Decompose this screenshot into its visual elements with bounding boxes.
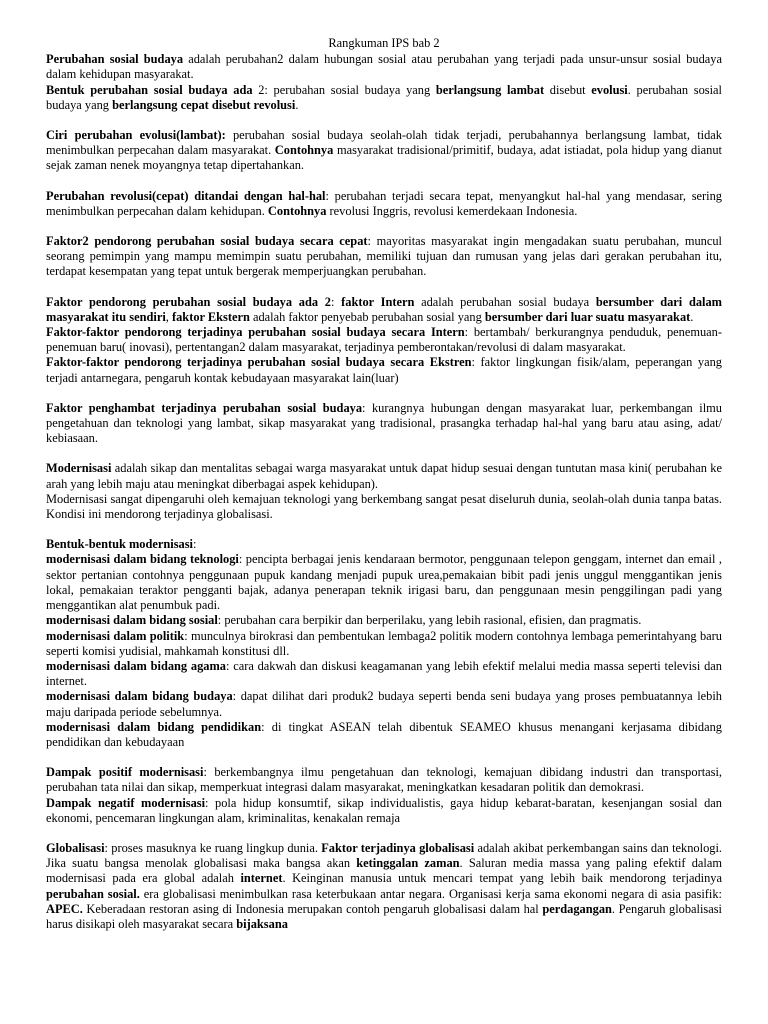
document-title: Rangkuman IPS bab 2 — [328, 36, 440, 50]
text-run: revolusi Inggris, revolusi kemerdekaan Indonesia. — [326, 203, 578, 218]
bold-text: Faktor terjadinya globalisasi — [321, 840, 475, 855]
paragraph-p6 — [46, 295, 722, 325]
text-run: perubahan sosial budaya seolah-olah tidak terjadi, perubahannya berlangsung lambat, tidak menimbulkan perpecahan dalam masyarakat. — [46, 128, 722, 158]
text-run: era globalisasi menimbulkan rasa keterbukaan antar negara. Organisasi kerja sama ekonomi negara di asia pasifik: — [139, 886, 722, 901]
text-run: : faktor lingkungan fisik/alam, peperangan yang terjadi antarnegara, pengaruh kontak kebudayaan masyarakat lain(luar) — [46, 355, 722, 385]
bold-text: ketinggalan zaman — [356, 856, 460, 871]
bold-text: Perubahan revolusi(cepat) ditandai dengan hal-hal — [46, 188, 326, 203]
text-run: . — [295, 97, 299, 112]
text-run: , — [165, 309, 172, 324]
paragraph-p21 — [46, 841, 722, 932]
paragraph-p18 — [46, 720, 722, 750]
paragraph-p2 — [46, 83, 722, 113]
bold-text: Bentuk-bentuk modernisasi — [46, 537, 193, 552]
bold-text: faktor Ekstern — [171, 309, 250, 324]
text-run: : pola hidup konsumtif, sikap individualistis, gaya hidup kebarat-baratan, kesenjangan sosial dan ekonomi, pencemaran lingkungan alam, kriminalitas, kenakalan remaja — [46, 795, 723, 825]
paragraph-p1 — [46, 52, 722, 82]
bold-text: bijaksana — [236, 916, 288, 931]
text-run: : mayoritas masyarakat ingin mengadakan suatu perubahan, muncul seorang pemimpin yang mampu memimpin suatu perubahan, memiliki tujuan dan rumusan yang jelas dari gerakan perubahan itu, terdapat kesempatan yang tepat untuk bergerak memperjuangkan perubahan. — [46, 234, 722, 279]
text-run: : di tingkat ASEAN telah dibentuk SEAMEO khusus menangani kerjasama dibidang pendidikan dan kebudayaan — [46, 719, 722, 749]
bold-text: Perubahan sosial budaya — [46, 52, 184, 67]
bold-text: Faktor-faktor pendorong terjadinya perubahan sosial budaya secara Intern — [46, 325, 465, 340]
text-run: 2: perubahan sosial budaya yang — [252, 82, 436, 97]
bold-text: Contohnya — [267, 203, 327, 218]
text-run: : bertambah/ berkurangnya penduduk, penemuan-penemuan baru( inovasi), pertentangan2 dalam masyarakat, terjadinya pemberontakan/revolusi di dalam masyarakat. — [46, 325, 722, 355]
bold-text: berlangsung cepat disebut revolusi — [112, 97, 296, 112]
text-run: : munculnya birokrasi dan pembentukan lembaga2 politik modern contohnya lembaga pemerintahyang baru seperti komisi yudisial, mahkamah konstitusi dll. — [46, 628, 722, 658]
text-run: adalah faktor penyebab perubahan sosial yang — [249, 309, 485, 324]
text-run: . Pengaruh globalisasi harus disikapi oleh masyarakat secara — [46, 901, 723, 931]
text-run: : dapat dilihat dari produk2 budaya seperti benda seni budaya yang proses pembuatannya lebih maju daripada periode sebelumnya. — [46, 689, 722, 719]
paragraph-p9 — [46, 401, 722, 447]
text-run: : perubahan cara berpikir dan berperilaku, yang lebih rasional, efisien, dan pragmatis. — [217, 613, 642, 628]
bold-text: Ciri perubahan evolusi(lambat): — [46, 128, 226, 143]
paragraph-spacer — [46, 280, 722, 295]
bold-text: modernisasi dalam bidang budaya — [46, 689, 233, 704]
bold-text: Faktor-faktor pendorong terjadinya perubahan sosial budaya secara Ekstren — [46, 355, 472, 370]
paragraph-p15 — [46, 629, 722, 659]
bold-text: modernisasi dalam politik — [46, 628, 185, 643]
bold-text: perubahan sosial. — [46, 886, 140, 901]
paragraph-p5 — [46, 234, 722, 280]
text-run: : perubahan terjadi secara tepat, menyangkut hal-hal yang mendasar, sering menimbulkan perpecahan dalam kehidupan. — [46, 188, 722, 218]
paragraph-p20 — [46, 796, 722, 826]
text-run: : berkembangnya ilmu pengetahuan dan teknologi, kemajuan dibidang industri dan transportasi, perubahan tata nilai dan sikap, memperkuat integrasi dalam masyarakat, meningkatkan kesadaran politik dan demokrasi. — [46, 765, 722, 795]
text-run: . — [690, 309, 694, 324]
paragraph-p12 — [46, 537, 722, 552]
bold-text: modernisasi dalam bidang agama — [46, 658, 226, 673]
bold-text: Contohnya — [274, 143, 334, 158]
paragraph-p4 — [46, 189, 722, 219]
text-run: disebut — [544, 82, 592, 97]
text-run: : pencipta berbagai jenis kendaraan bermotor, penggunaan telepon genggam, internet dan email , sektor pertanian contohnya penggunaan pupuk kandang menjadi pupuk urea,pemakaian bibit padi jenis unggul menggantikan jenis lokal, pemakaian teraktor pengganti bajak, adanya penerapan teknik irigasi baru, dan penggunaan mesin penggilingan padi yang menggantikan alat penumbuk padi. — [46, 552, 722, 613]
bold-text: Dampak positif modernisasi — [46, 765, 204, 780]
paragraph-spacer — [46, 219, 722, 234]
paragraph-p11 — [46, 492, 722, 522]
bold-text: Dampak negatif modernisasi — [46, 795, 206, 810]
text-run: adalah perubahan2 dalam hubungan sosial atau perubahan yang terjadi pada unsur-unsur sosial budaya dalam kehidupan masyarakat. — [46, 52, 723, 82]
text-run: : kurangnya hubungan dengan masyarakat luar, perkembangan ilmu pengetahuan dan teknologi yang lambat, sikap masyarakat yang tradisional, prasangka terhadap hal-hal yang baru atau asing, adat/ kebiasaan. — [46, 400, 722, 446]
paragraph-p16 — [46, 659, 722, 689]
text-run: adalah perubahan sosial budaya — [414, 294, 596, 309]
bold-text: modernisasi dalam bidang sosial — [46, 613, 218, 628]
bold-text: modernisasi dalam bidang pendidikan — [46, 719, 262, 734]
bold-text: perdagangan — [542, 901, 612, 916]
bold-text: Faktor2 pendorong perubahan sosial budaya secara cepat — [46, 234, 368, 249]
paragraph-spacer — [46, 522, 722, 537]
text-run: : — [330, 294, 342, 309]
paragraph-p17 — [46, 689, 722, 719]
text-run: : — [193, 537, 197, 552]
text-run: masyarakat tradisional/primitif, budaya, adat istiadat, pola hidup yang dianut sejak zaman nenek moyangnya tetap dipertahankan. — [46, 143, 722, 173]
text-run: Modernisasi sangat dipengaruhi oleh kemajuan teknologi yang berkembang sangat pesat diseluruh dunia, seolah-olah dunia tanpa batas. Kondisi ini mendorong terjadinya globalisasi. — [46, 491, 722, 522]
bold-text: bersumber dari luar suatu masyarakat — [484, 309, 691, 324]
paragraph-spacer — [46, 826, 722, 841]
bold-text: Bentuk perubahan sosial budaya ada — [46, 82, 253, 97]
paragraph-spacer — [46, 446, 722, 461]
bold-text: APEC. — [46, 901, 83, 916]
paragraph-p3 — [46, 128, 722, 174]
paragraph-spacer — [46, 113, 722, 128]
paragraph-p19 — [46, 765, 722, 795]
paragraph-p14 — [46, 613, 722, 628]
document-body — [46, 52, 722, 932]
bold-text: Globalisasi — [46, 840, 105, 855]
text-run: Keberadaan restoran asing di Indonesia merupakan contoh pengaruh globalisasi dalam hal — [82, 901, 543, 916]
bold-text: Modernisasi — [46, 461, 112, 476]
paragraph-p13 — [46, 552, 722, 613]
bold-text: Faktor penghambat terjadinya perubahan sosial budaya — [46, 400, 363, 415]
bold-text: evolusi — [591, 82, 628, 97]
paragraph-p8 — [46, 355, 722, 385]
paragraph-p10 — [46, 461, 722, 491]
text-run: : cara dakwah dan diskusi keagamanan yang lebih efektif melalui media massa seperti televisi dan internet. — [46, 658, 722, 689]
paragraph-spacer — [46, 386, 722, 401]
bold-text: Faktor pendorong perubahan sosial budaya ada 2 — [46, 294, 331, 309]
text-run: . Keinginan manusia untuk mencari tempat yang lebih baik mendorong terjadinya — [282, 871, 722, 886]
bold-text: internet — [240, 871, 283, 886]
text-run: . Saluran media massa yang paling efektif dalam modernisasi pada era global adalah — [46, 856, 722, 886]
bold-text: faktor Intern — [341, 294, 415, 309]
paragraph-p7 — [46, 325, 722, 355]
paragraph-spacer — [46, 750, 722, 765]
text-run: : proses masuknya ke ruang lingkup dunia. — [104, 840, 322, 855]
text-run: adalah akibat perkembangan sains dan teknologi. Jika suatu bangsa menolak globalisasi maka bangsa akan — [46, 840, 722, 871]
bold-text: modernisasi dalam bidang teknologi — [46, 552, 239, 567]
paragraph-spacer — [46, 174, 722, 189]
bold-text: berlangsung lambat — [435, 82, 545, 97]
bold-text: bersumber dari dalam masyarakat itu sendiri — [46, 294, 722, 324]
text-run: adalah sikap dan mentalitas sebagai warga masyarakat untuk dapat hidup sesuai dengan tuntutan masa kini( perubahan ke arah yang lebih maju atau meningkat diberbagai aspek kehidupan). — [46, 461, 722, 491]
text-run: . perubahan sosial budaya yang — [46, 82, 723, 112]
